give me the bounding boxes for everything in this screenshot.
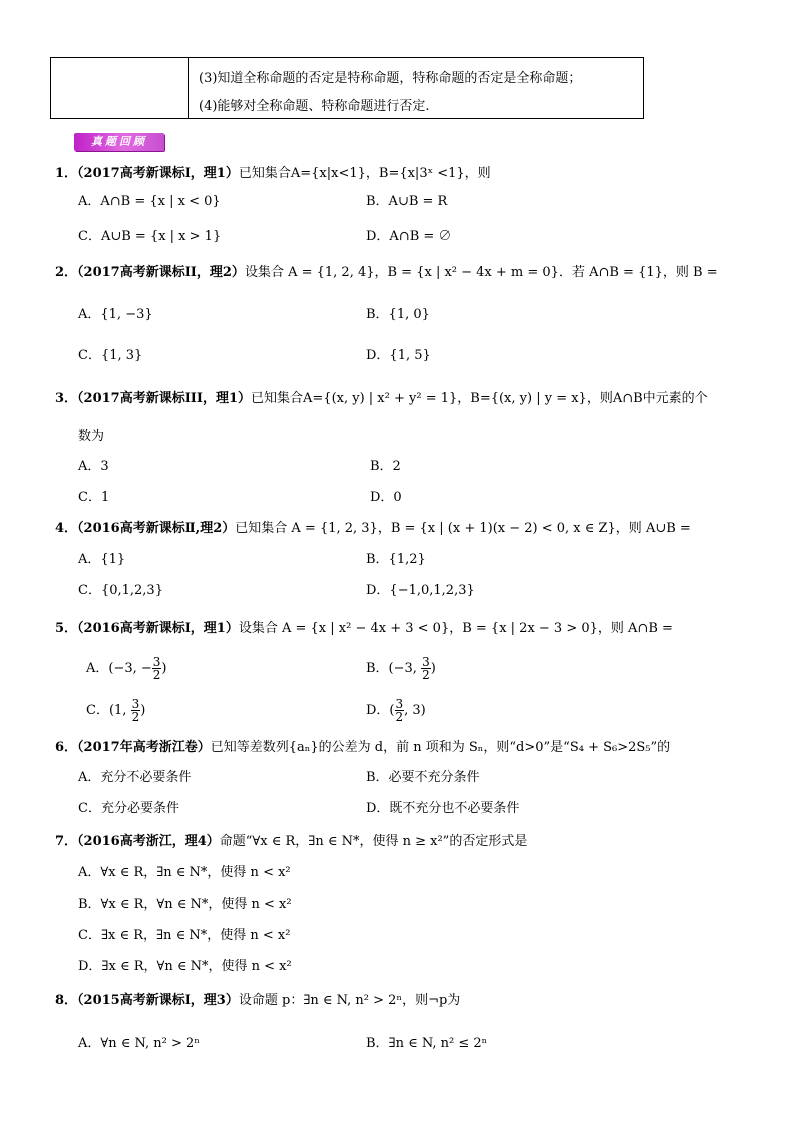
question-6: 6．（2017年高考浙江卷）已知等差数列{aₙ}的公差为 d，前 n 项和为 Sₙ，则“d>0”是“S₄ + S₆>2S₅”的 xyxy=(55,740,671,755)
q2-option-d: D．{1, 5} xyxy=(366,348,431,363)
q5-option-d: D．( $\frac{3}{2}$ , 3) xyxy=(366,697,426,724)
q3-option-c: C．1 xyxy=(78,490,110,505)
fraction: $\frac{3}{2}$ xyxy=(152,655,161,682)
q5-option-a: A．(−3, − $\frac{3}{2}$ ) xyxy=(86,655,167,682)
section-badge: 真题回顾 xyxy=(74,133,164,151)
fraction: $\frac{3}{2}$ xyxy=(131,697,140,724)
q6-option-b: B．必要不充分条件 xyxy=(366,770,480,785)
q1-option-c: C．A∪B = {x | x > 1} xyxy=(78,229,222,244)
q1-option-d: D．A∩B = ∅ xyxy=(366,229,452,244)
q3-option-b: B．2 xyxy=(370,459,401,474)
q2-option-a: A．{1, −3} xyxy=(78,307,153,322)
question-2: 2．（2017高考新课标II，理2）设集合 A = {1, 2, 4}，B = {x | x² − 4x + m = 0}．若 A∩B = {1}，则 B = xyxy=(55,265,718,280)
question-1: 1．（2017高考新课标Ⅰ，理1）已知集合A={x|x<1}，B={x|3ˣ <1}，则 xyxy=(55,166,491,181)
q3-option-d: D．0 xyxy=(370,490,402,505)
q4-option-c: C．{0,1,2,3} xyxy=(78,583,163,598)
q7-option-d: D．∃x ∈ R，∀n ∈ N*，使得 n < x² xyxy=(78,959,292,974)
q2-option-c: C．{1, 3} xyxy=(78,348,143,363)
q1-option-b: B．A∪B = R xyxy=(366,194,448,209)
q2-option-b: B．{1, 0} xyxy=(366,307,430,322)
objective-3: (3)知道全称命题的否定是特称命题，特称命题的否定是全称命题； xyxy=(199,71,582,86)
q8-option-b: B．∃n ∈ N, n² ≤ 2ⁿ xyxy=(366,1036,488,1051)
q3-option-a: A．3 xyxy=(78,459,109,474)
q4-option-d: D．{−1,0,1,2,3} xyxy=(366,583,475,598)
fraction: $\frac{3}{2}$ xyxy=(422,655,430,682)
q6-option-a: A．充分不必要条件 xyxy=(78,770,192,785)
q6-option-c: C．充分必要条件 xyxy=(78,801,179,816)
question-3-cont: 数为 xyxy=(78,429,105,444)
question-8: 8．（2015高考新课标I，理3）设命题 p：∃n ∈ N, n² > 2ⁿ，则¬p为 xyxy=(55,993,461,1008)
q7-option-a: A．∀x ∈ R，∃n ∈ N*，使得 n < x² xyxy=(78,865,291,880)
q5-option-c: C．(1, $\frac{3}{2}$ ) xyxy=(86,697,146,724)
q4-option-a: A．{1} xyxy=(78,552,126,567)
q7-option-b: B．∀x ∈ R，∀n ∈ N*，使得 n < x² xyxy=(78,897,292,912)
q7-option-c: C．∃x ∈ R，∃n ∈ N*，使得 n < x² xyxy=(78,928,291,943)
question-3: 3．（2017高考新课标III，理1）已知集合A={(x, y) | x² + y² = 1}，B={(x, y) | y = x}，则A∩B中元素的个 xyxy=(55,391,708,406)
fraction: $\frac{3}{2}$ xyxy=(395,697,404,724)
question-7: 7．（2016高考浙江，理4）命题“∀x ∈ R，∃n ∈ N*，使得 n ≥ x²”的否定形式是 xyxy=(55,834,528,849)
question-4: 4．（2016高考新课标Ⅱ,理2）已知集合 A = {1, 2, 3}，B = {x | (x + 1)(x − 2) < 0, x ∈ Z}，则 A∪B = xyxy=(55,521,691,536)
objective-4: (4)能够对全称命题、特称命题进行否定. xyxy=(199,99,430,114)
question-5: 5．（2016高考新课标I，理1）设集合 A = {x | x² − 4x + 3 < 0}，B = {x | 2x − 3 > 0}，则 A∩B = xyxy=(55,621,673,636)
q8-option-a: A．∀n ∈ N, n² > 2ⁿ xyxy=(78,1036,200,1051)
q6-option-d: D．既不充分也不必要条件 xyxy=(366,801,520,816)
table-divider xyxy=(188,58,189,118)
q1-option-a: A．A∩B = {x | x < 0} xyxy=(78,194,221,209)
q4-option-b: B．{1,2} xyxy=(366,552,426,567)
q5-option-b: B．(−3, $\frac{3}{2}$ ) xyxy=(366,655,436,682)
objectives-table xyxy=(50,57,644,119)
